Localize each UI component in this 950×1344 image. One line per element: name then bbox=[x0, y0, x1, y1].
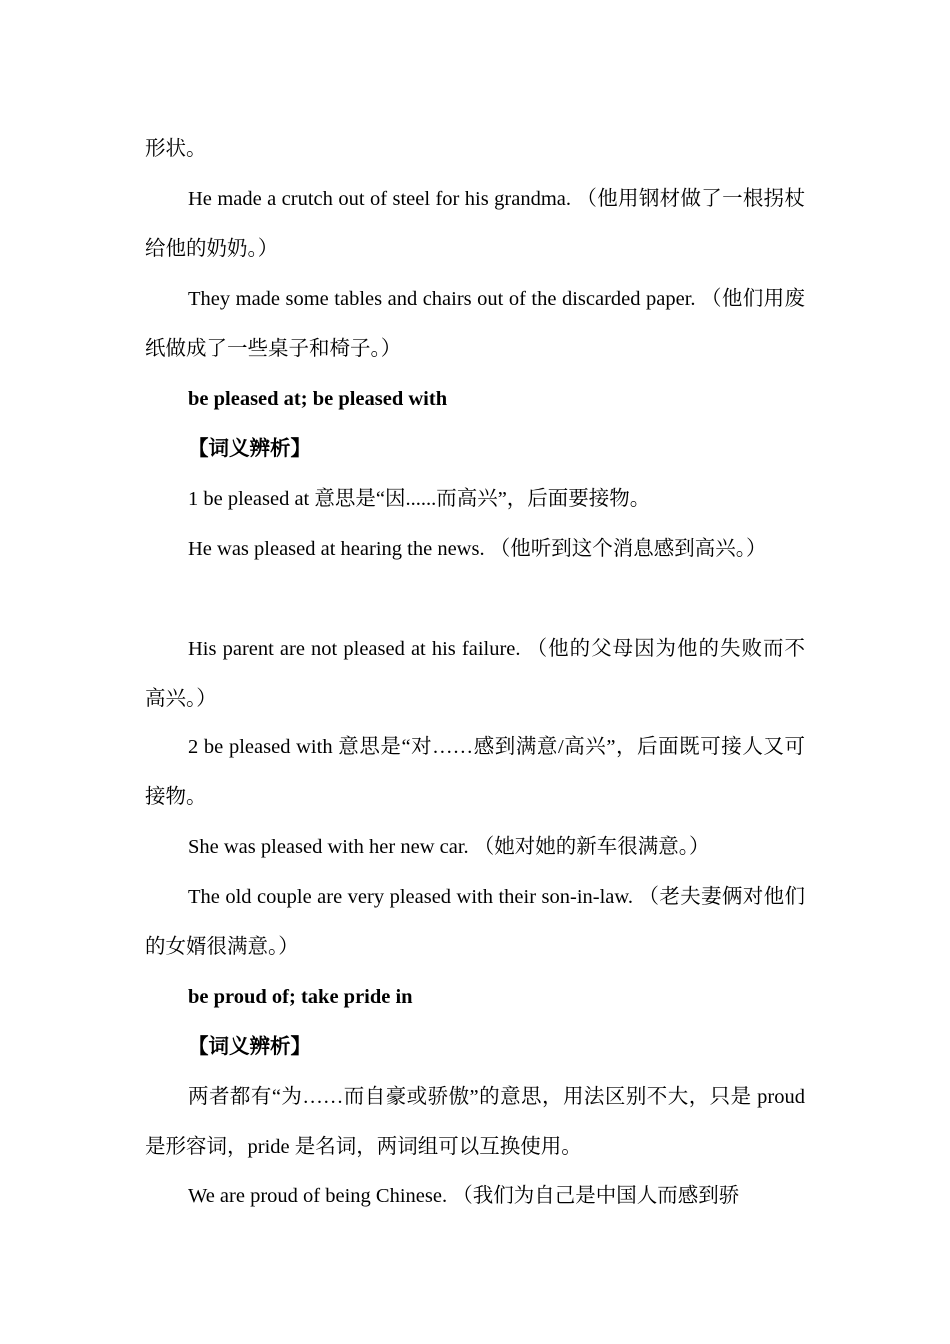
example-parent-failure: His parent are not pleased at his failure. （他的父母因为他的失败而不高兴。） bbox=[145, 638, 805, 710]
example-tables-chairs: They made some tables and chairs out of the discarded paper. （他们用废纸做成了一些桌子和椅子。） bbox=[145, 288, 805, 360]
heading-be-pleased: be pleased at; be pleased with bbox=[188, 388, 448, 410]
label-word-analysis-1: 【词义辨析】 bbox=[188, 438, 311, 460]
label-word-analysis-2: 【词义辨析】 bbox=[188, 1036, 311, 1058]
definition-pleased-at: 1 be pleased at 意思是“因......而高兴”，后面要接物。 bbox=[188, 488, 651, 510]
paragraph-shape-ending: 形状。 bbox=[145, 138, 207, 160]
example-proud-chinese: We are proud of being Chinese. （我们为自己是中国人而感到骄 bbox=[188, 1185, 740, 1207]
example-crutch: He made a crutch out of steel for his grandma. （他用钢材做了一根拐杖给他的奶奶。） bbox=[145, 188, 805, 260]
heading-be-proud: be proud of; take pride in bbox=[188, 986, 413, 1008]
example-hearing-news: He was pleased at hearing the news. （他听到这个消息感到高兴。） bbox=[188, 538, 767, 560]
example-son-in-law: The old couple are very pleased with their son-in-law. （老夫妻俩对他们的女婿很满意。） bbox=[145, 886, 805, 958]
example-new-car: She was pleased with her new car. （她对她的新车很满意。） bbox=[188, 836, 710, 858]
definition-proud-pride: 两者都有“为……而自豪或骄傲”的意思，用法区别不大，只是 proud 是形容词，pride 是名词，两词组可以互换使用。 bbox=[145, 1086, 805, 1158]
definition-pleased-with: 2 be pleased with 意思是“对……感到满意/高兴”，后面既可接人又可接物。 bbox=[145, 736, 805, 808]
